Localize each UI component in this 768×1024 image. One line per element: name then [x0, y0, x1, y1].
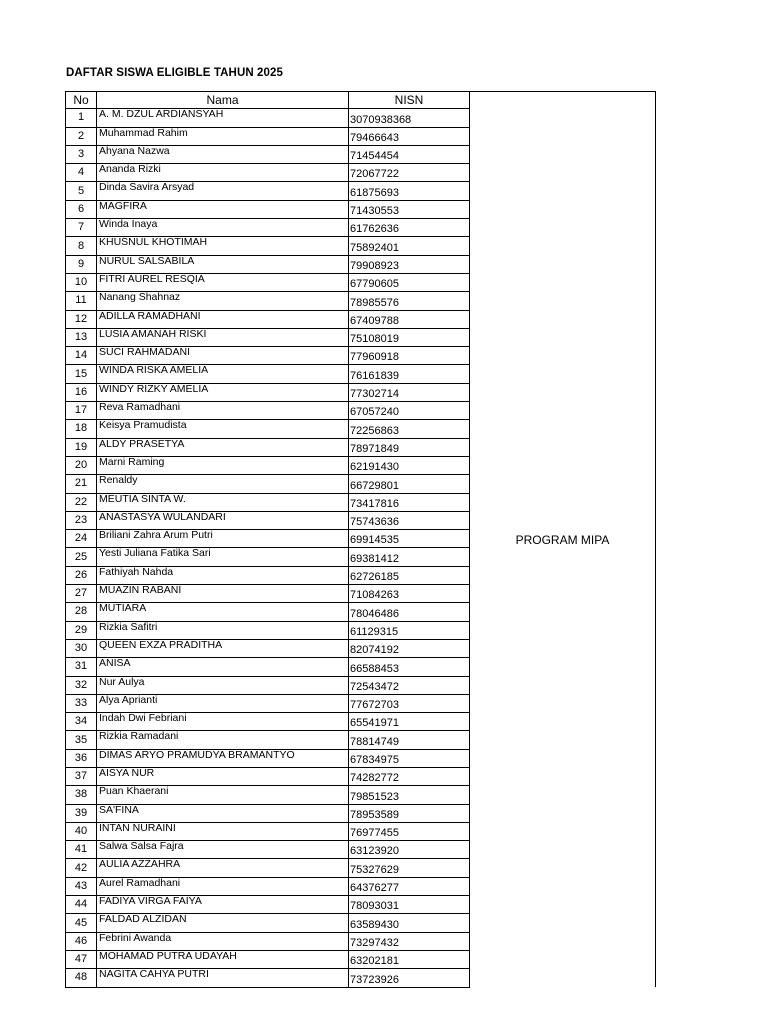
student-nisn: 78093031 — [349, 896, 470, 914]
student-name: ALDY PRASETYA — [97, 438, 349, 456]
row-number: 15 — [66, 365, 97, 383]
student-name: Salwa Salsa Fajra — [97, 841, 349, 859]
student-name: SA'FINA — [97, 804, 349, 822]
student-nisn: 61762636 — [349, 219, 470, 237]
student-name: LUSIA AMANAH RISKI — [97, 328, 349, 346]
student-nisn: 66588453 — [349, 658, 470, 676]
student-name: Muhammad Rahim — [97, 127, 349, 145]
student-nisn: 67409788 — [349, 310, 470, 328]
student-name: Renaldy — [97, 475, 349, 493]
student-name: Nur Aulya — [97, 676, 349, 694]
student-nisn: 71454454 — [349, 145, 470, 163]
student-nisn: 78814749 — [349, 731, 470, 749]
row-number: 48 — [66, 969, 97, 987]
student-nisn: 78046486 — [349, 603, 470, 621]
row-number: 38 — [66, 786, 97, 804]
student-name: Rizkia Ramadani — [97, 731, 349, 749]
student-name: DIMAS ARYO PRAMUDYA BRAMANTYO — [97, 749, 349, 767]
row-number: 37 — [66, 767, 97, 785]
student-nisn: 63589430 — [349, 914, 470, 932]
row-number: 6 — [66, 200, 97, 218]
student-name: FITRI AUREL RESQIA — [97, 273, 349, 291]
row-number: 4 — [66, 164, 97, 182]
student-name: AISYA NUR — [97, 767, 349, 785]
student-nisn: 72543472 — [349, 676, 470, 694]
row-number: 31 — [66, 658, 97, 676]
student-nisn: 77672703 — [349, 694, 470, 712]
student-name: ADILLA RAMADHANI — [97, 310, 349, 328]
row-number: 32 — [66, 676, 97, 694]
student-name: A. M. DZUL ARDIANSYAH — [97, 109, 349, 127]
student-name: FALDAD ALZIDAN — [97, 914, 349, 932]
row-number: 8 — [66, 237, 97, 255]
student-name: ANASTASYA WULANDARI — [97, 511, 349, 529]
student-nisn: 72256863 — [349, 420, 470, 438]
student-nisn: 61875693 — [349, 182, 470, 200]
row-number: 41 — [66, 841, 97, 859]
student-nisn: 76977455 — [349, 822, 470, 840]
row-number: 44 — [66, 896, 97, 914]
student-name: WINDA RISKA AMELIA — [97, 365, 349, 383]
student-name: Nanang Shahnaz — [97, 292, 349, 310]
student-nisn: 63202181 — [349, 950, 470, 968]
student-nisn: 79851523 — [349, 786, 470, 804]
student-nisn: 79466643 — [349, 127, 470, 145]
student-name: Winda Inaya — [97, 219, 349, 237]
row-number: 47 — [66, 950, 97, 968]
student-name: AULIA AZZAHRA — [97, 859, 349, 877]
row-number: 5 — [66, 182, 97, 200]
student-nisn: 67834975 — [349, 749, 470, 767]
row-number: 27 — [66, 585, 97, 603]
row-number: 36 — [66, 749, 97, 767]
student-name: KHUSNUL KHOTIMAH — [97, 237, 349, 255]
student-nisn: 82074192 — [349, 639, 470, 657]
student-name: Briliani Zahra Arum Putri — [97, 530, 349, 548]
student-name: QUEEN EXZA PRADITHA — [97, 639, 349, 657]
row-number: 14 — [66, 347, 97, 365]
row-number: 40 — [66, 822, 97, 840]
student-nisn: 75108019 — [349, 328, 470, 346]
student-name: Ananda Rizki — [97, 164, 349, 182]
row-number: 17 — [66, 402, 97, 420]
student-nisn: 65541971 — [349, 713, 470, 731]
row-number: 13 — [66, 328, 97, 346]
student-nisn: 75892401 — [349, 237, 470, 255]
row-number: 16 — [66, 383, 97, 401]
header-no: No — [66, 92, 97, 109]
row-number: 23 — [66, 511, 97, 529]
student-nisn: 72067722 — [349, 164, 470, 182]
student-nisn: 63123920 — [349, 841, 470, 859]
program-cell: PROGRAM MIPA — [470, 92, 656, 988]
student-name: Keisya Pramudista — [97, 420, 349, 438]
row-number: 11 — [66, 292, 97, 310]
document-title: DAFTAR SISWA ELIGIBLE TAHUN 2025 — [66, 67, 284, 79]
student-name: MOHAMAD PUTRA UDAYAH — [97, 950, 349, 968]
student-name: Reva Ramadhani — [97, 402, 349, 420]
student-name: Dinda Savira Arsyad — [97, 182, 349, 200]
student-nisn: 3070938368 — [349, 109, 470, 127]
row-number: 25 — [66, 548, 97, 566]
student-nisn: 71430553 — [349, 200, 470, 218]
student-name: NAGITA CAHYA PUTRI — [97, 969, 349, 987]
header-nama: Nama — [97, 92, 349, 109]
row-number: 34 — [66, 713, 97, 731]
student-nisn: 67790605 — [349, 273, 470, 291]
student-nisn: 67057240 — [349, 402, 470, 420]
row-number: 7 — [66, 219, 97, 237]
student-nisn: 75743636 — [349, 511, 470, 529]
student-nisn: 61129315 — [349, 621, 470, 639]
row-number: 26 — [66, 566, 97, 584]
student-name: WINDY RIZKY AMELIA — [97, 383, 349, 401]
row-number: 1 — [66, 109, 97, 127]
student-name: Puan Khaerani — [97, 786, 349, 804]
student-nisn: 73723926 — [349, 969, 470, 987]
student-nisn: 71084263 — [349, 585, 470, 603]
student-nisn: 62191430 — [349, 456, 470, 474]
student-name: MEUTIA SINTA W. — [97, 493, 349, 511]
row-number: 28 — [66, 603, 97, 621]
student-nisn: 62726185 — [349, 566, 470, 584]
row-number: 30 — [66, 639, 97, 657]
row-number: 2 — [66, 127, 97, 145]
student-name: MUTIARA — [97, 603, 349, 621]
row-number: 20 — [66, 456, 97, 474]
row-number: 10 — [66, 273, 97, 291]
student-nisn: 69914535 — [349, 530, 470, 548]
student-nisn: 73297432 — [349, 932, 470, 950]
header-nisn: NISN — [349, 92, 470, 109]
student-nisn: 74282772 — [349, 767, 470, 785]
student-nisn: 78985576 — [349, 292, 470, 310]
row-number: 18 — [66, 420, 97, 438]
row-number: 35 — [66, 731, 97, 749]
student-nisn: 64376277 — [349, 877, 470, 895]
student-nisn: 69381412 — [349, 548, 470, 566]
student-table — [65, 91, 656, 988]
row-number: 45 — [66, 914, 97, 932]
student-name: MUAZIN RABANI — [97, 585, 349, 603]
student-nisn: 75327629 — [349, 859, 470, 877]
student-name: INTAN NURAINI — [97, 822, 349, 840]
row-number: 3 — [66, 145, 97, 163]
student-name: MAGFIRA — [97, 200, 349, 218]
row-number: 29 — [66, 621, 97, 639]
student-nisn: 79908923 — [349, 255, 470, 273]
row-number: 42 — [66, 859, 97, 877]
student-name: ANISA — [97, 658, 349, 676]
student-nisn: 78953589 — [349, 804, 470, 822]
student-name: Indah Dwi Febriani — [97, 713, 349, 731]
student-nisn: 77960918 — [349, 347, 470, 365]
student-name: Yesti Juliana Fatika Sari — [97, 548, 349, 566]
row-number: 22 — [66, 493, 97, 511]
row-number: 46 — [66, 932, 97, 950]
student-name: Rizkia Safitri — [97, 621, 349, 639]
row-number: 21 — [66, 475, 97, 493]
student-name: NURUL SALSABILA — [97, 255, 349, 273]
student-nisn: 76161839 — [349, 365, 470, 383]
row-number: 39 — [66, 804, 97, 822]
student-name: FADIYA VIRGA FAIYA — [97, 896, 349, 914]
student-name: Febrini Awanda — [97, 932, 349, 950]
student-nisn: 73417816 — [349, 493, 470, 511]
row-number: 33 — [66, 694, 97, 712]
student-nisn: 78971849 — [349, 438, 470, 456]
row-number: 9 — [66, 255, 97, 273]
student-name: Alya Aprianti — [97, 694, 349, 712]
table-header-row — [66, 92, 656, 109]
row-number: 19 — [66, 438, 97, 456]
student-nisn: 77302714 — [349, 383, 470, 401]
row-number: 12 — [66, 310, 97, 328]
student-nisn: 66729801 — [349, 475, 470, 493]
student-name: SUCI RAHMADANI — [97, 347, 349, 365]
student-name: Fathiyah Nahda — [97, 566, 349, 584]
student-name: Aurel Ramadhani — [97, 877, 349, 895]
student-name: Marni Raming — [97, 456, 349, 474]
row-number: 43 — [66, 877, 97, 895]
row-number: 24 — [66, 530, 97, 548]
student-name: Ahyana Nazwa — [97, 145, 349, 163]
